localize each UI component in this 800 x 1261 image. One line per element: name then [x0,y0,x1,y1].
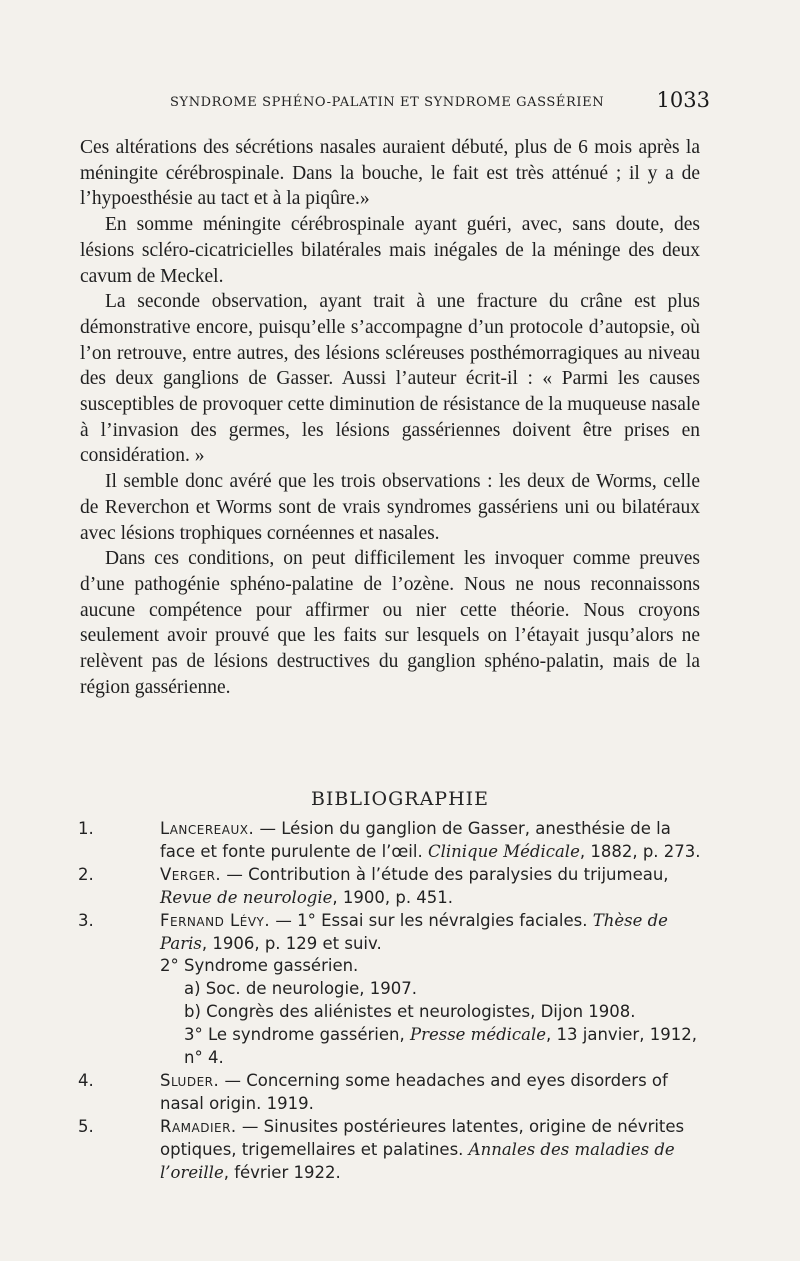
entry-author: Sluder. [160,1070,220,1090]
page-number: 1033 [656,88,710,112]
entry-subitem: b) Congrès des aliénistes et neurologistes, Dijon 1908. [184,1002,636,1022]
entry-author: Fernand Lévy. [160,910,271,930]
entry-tail: , 1882, p. 273. [579,841,701,861]
entry-text [98,1070,701,1116]
bibliography-entry [78,1070,701,1116]
entry-author: Ramadier. [160,1116,237,1136]
bibliography-entry [78,910,701,1070]
entry-number: 4. [78,1070,94,1090]
entry-tail: , 1906, p. 129 et suiv. [201,933,382,953]
entry-title: — 1° Essai sur les névralgies faciales. [270,910,593,930]
entry-author: Lancereaux. [160,819,255,838]
bibliography-entry [78,818,701,864]
entry-number: 2. [78,864,94,884]
body-text [80,135,700,700]
entry-text [98,1116,701,1185]
paragraph-5: Dans ces conditions, on peut difficilement les invoquer comme preuves d’une pathogénie sphéno-palatine de l’ozène. Nous ne nous reconnaissons aucune compétence pour affirmer ou nier cette théorie. Nous croyons seulement avoir prouvé que les faits sur lesquels on l’étayait jusqu’alors ne relèvent pas de lésions destructives du ganglion sphéno-palatin, mais de la région gassérienne. [80,548,700,698]
entry-subitem [160,1024,701,1070]
paragraph-2: En somme méningite cérébrospinale ayant guéri, avec, sans doute, des lésions scléro-cicatricielles bilatérales mais inégales de la méninge des deux cavum de Meckel. [80,214,700,287]
entry-title: — Contribution à l’étude des paralysies du trijumeau, [221,864,669,884]
entry-title: — Sinusites postérieures latentes, origine de névrites optiques, trigemellaires et palatines. [160,1116,685,1159]
entry-source: Revue de neurologie [160,887,333,907]
bibliography-title: BIBLIOGRAPHIE [310,788,490,810]
running-header [170,88,710,118]
entry-source: Clinique Médicale [427,841,580,861]
running-title: SYNDROME SPHÉNO-PALATIN ET SYNDROME GASSÉRIEN [170,95,605,110]
entry-subitem: 2° Syndrome gassérien. [160,956,359,976]
entry-text [98,910,701,956]
entry-tail: , février 1922. [223,1162,341,1182]
entry-text [98,818,701,864]
paragraph-4: Il semble donc avéré que les trois observations : les deux de Worms, celle de Reverchon et Worms sont de vrais syndromes gassériens uni ou bilatéraux avec lésions trophiques cornéennes et nasales. [80,471,700,544]
entry-number: 5. [78,1116,94,1136]
entry-subitem-text: 3° Le syndrome gassérien, [184,1025,410,1045]
entry-number: 1. [78,819,94,838]
entry-title: — Concerning some headaches and eyes disorders of nasal origin. 1919. [160,1070,668,1113]
entry-subitem: a) Soc. de neurologie, 1907. [184,979,417,999]
entry-subitem-source: Presse médicale [409,1025,547,1045]
paragraph-3: La seconde observation, ayant trait à une fracture du crâne est plus démonstrative encore, puisqu’elle s’accompagne d’un protocole d’autopsie, où l’on retrouve, entre autres, des lésions scléreuses posthémorragiques au niveau des deux ganglions de Gasser. Aussi l’auteur écrit-il : « Parmi les causes susceptibles de provoquer cette diminution de résistance de la muqueuse nasale à l’invasion des germes, les lésions gassériennes doivent être prises en considération. » [80,291,700,467]
bibliography-entry [78,1116,701,1185]
bibliography-entry [78,864,701,910]
entry-tail: , 1900, p. 451. [332,887,454,907]
paragraph-1: Ces altérations des sécrétions nasales auraient débuté, plus de 6 mois après la méningite cérébrospinale. Dans la bouche, le fait est très atténué ; il y a de l’hypoesthésie au tact et à la piqûre.» [80,137,700,210]
entry-number: 3. [78,910,94,930]
entry-source: Annales des maladies de l’oreille [160,1139,675,1182]
entry-author: Verger. [160,864,222,884]
entry-subitem-tail: , 13 janvier, 1912, n° 4. [184,1025,697,1068]
bibliography-list [78,818,701,1185]
entry-title: — Lésion du ganglion de Gasser, anesthésie de la face et fonte purulente de l’œil. [160,819,671,861]
entry-source: Thèse de Paris [160,910,668,953]
entry-text [98,864,701,910]
